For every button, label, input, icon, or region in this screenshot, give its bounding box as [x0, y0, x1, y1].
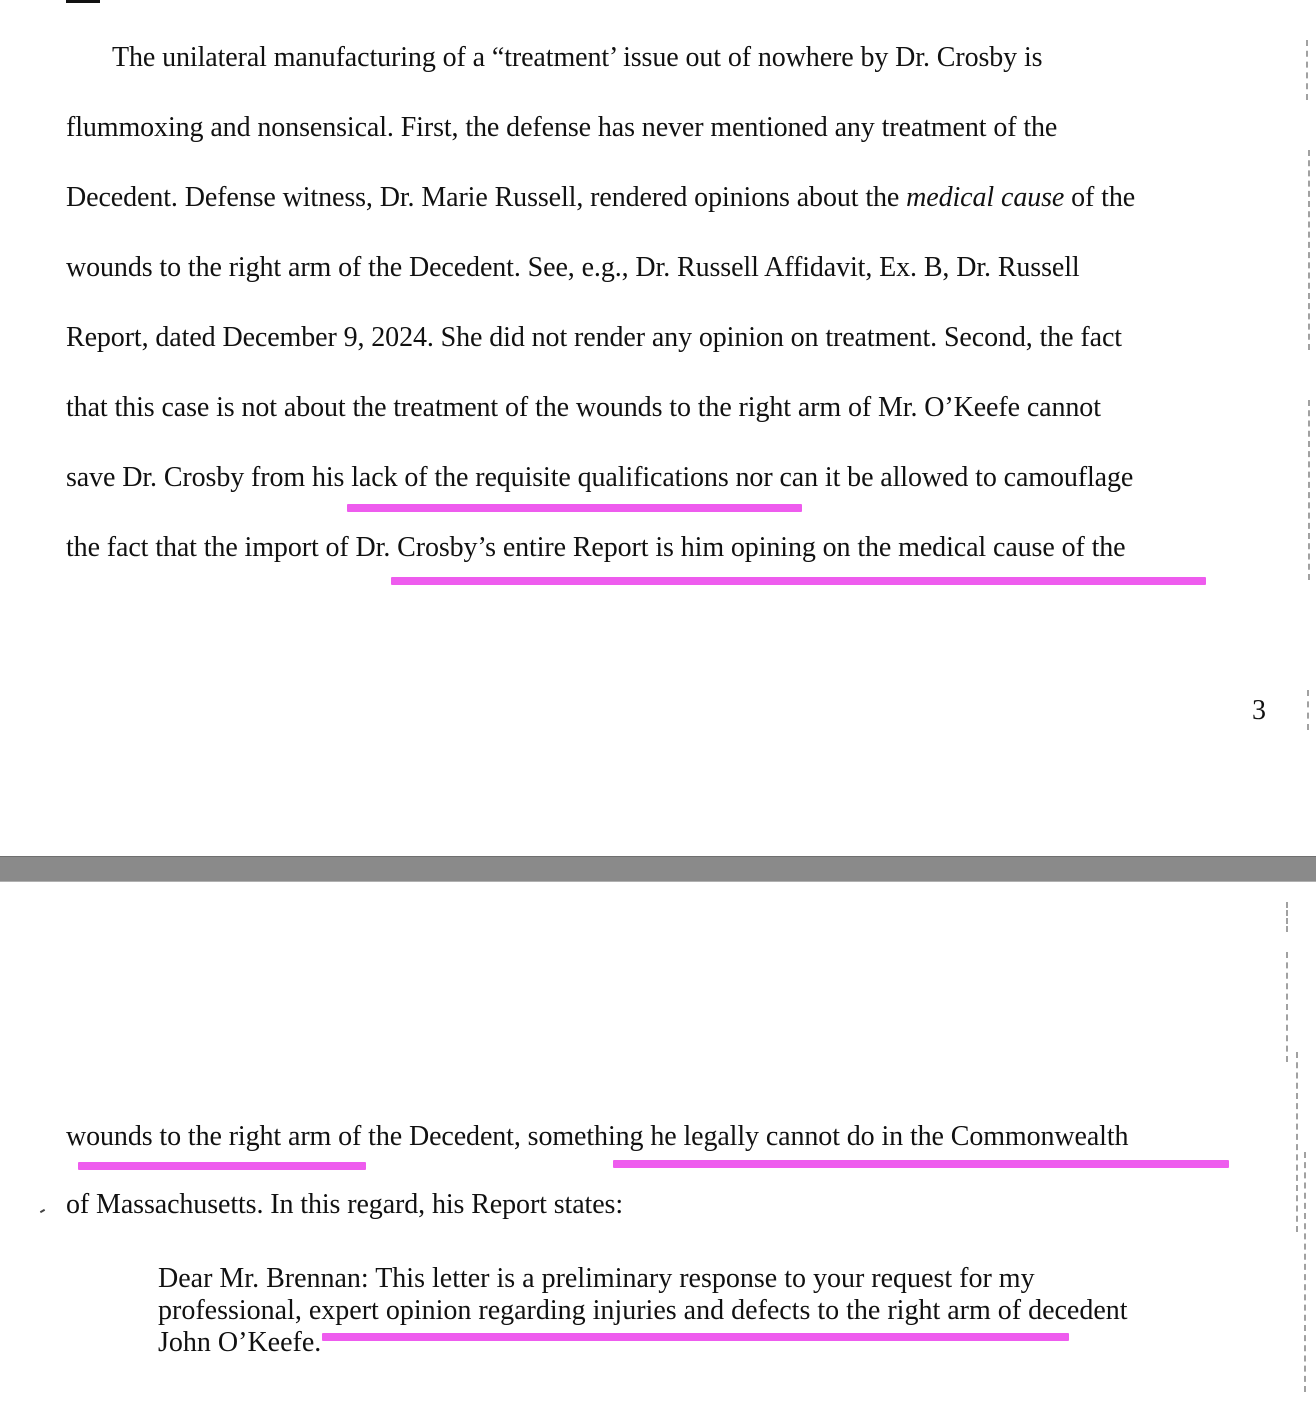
scan-edge-artifact: [1286, 952, 1290, 1062]
scan-edge-artifact: [1286, 902, 1290, 932]
scan-edge-artifact: [1306, 40, 1310, 100]
highlight-underline-legally-cannot: [613, 1160, 1229, 1168]
highlight-underline-wounds: [78, 1162, 366, 1170]
scan-edge-artifact: [1296, 1052, 1300, 1232]
scan-mark: [40, 1209, 45, 1213]
paragraph-line-7: save Dr. Crosby from his lack of the requisite qualifications nor can it be allowed to camouflage: [66, 462, 1134, 493]
block-quote-line-1: Dear Mr. Brennan: This letter is a preliminary response to your request for my: [158, 1263, 1035, 1294]
document-page-bottom: [0, 882, 1316, 1402]
page-number: 3: [1252, 695, 1266, 726]
emphasis-medical-cause: medical cause: [906, 182, 1065, 213]
scan-edge-artifact: [1307, 690, 1311, 730]
paragraph-line-2: flummoxing and nonsensical. First, the defense has never mentioned any treatment of the: [66, 112, 1058, 143]
line-3-text-before: Decedent. Defense witness, Dr. Marie Russell, rendered opinions about the: [66, 182, 907, 213]
line-3-text-after: of the: [1064, 182, 1136, 213]
highlight-underline-medical-cause: [391, 577, 1206, 585]
continued-line-1: wounds to the right arm of the Decedent, something he legally cannot do in the Commonwealth: [66, 1121, 1129, 1152]
scan-edge-artifact: [1304, 1152, 1308, 1392]
block-quote-line-3: John O’Keefe.: [158, 1327, 322, 1358]
page-divider: [0, 856, 1316, 882]
block-quote-line-2: professional, expert opinion regarding injuries and defects to the right arm of decedent: [158, 1295, 1128, 1326]
paragraph-line-5: Report, dated December 9, 2024. She did not render any opinion on treatment. Second, the fact: [66, 322, 1122, 353]
paragraph-line-4: wounds to the right arm of the Decedent. See, e.g., Dr. Russell Affidavit, Ex. B, Dr. Russell: [66, 252, 1080, 283]
paragraph-line-3: [66, 181, 1135, 215]
footnote-rule: [66, 0, 100, 3]
paragraph-line-6: that this case is not about the treatment of the wounds to the right arm of Mr. O’Keefe cannot: [66, 392, 1101, 423]
continued-line-2: of Massachusetts. In this regard, his Report states:: [66, 1189, 624, 1220]
paragraph-line-8: the fact that the import of Dr. Crosby’s entire Report is him opining on the medical cause of the: [66, 532, 1126, 563]
scan-edge-artifact: [1308, 150, 1312, 350]
paragraph-line-1: The unilateral manufacturing of a “treatment’ issue out of nowhere by Dr. Crosby is: [112, 42, 1043, 73]
scan-edge-artifact: [1308, 400, 1312, 580]
highlight-underline-expert-opinion: [322, 1333, 1069, 1341]
highlight-underline-qualifications: [347, 504, 802, 512]
